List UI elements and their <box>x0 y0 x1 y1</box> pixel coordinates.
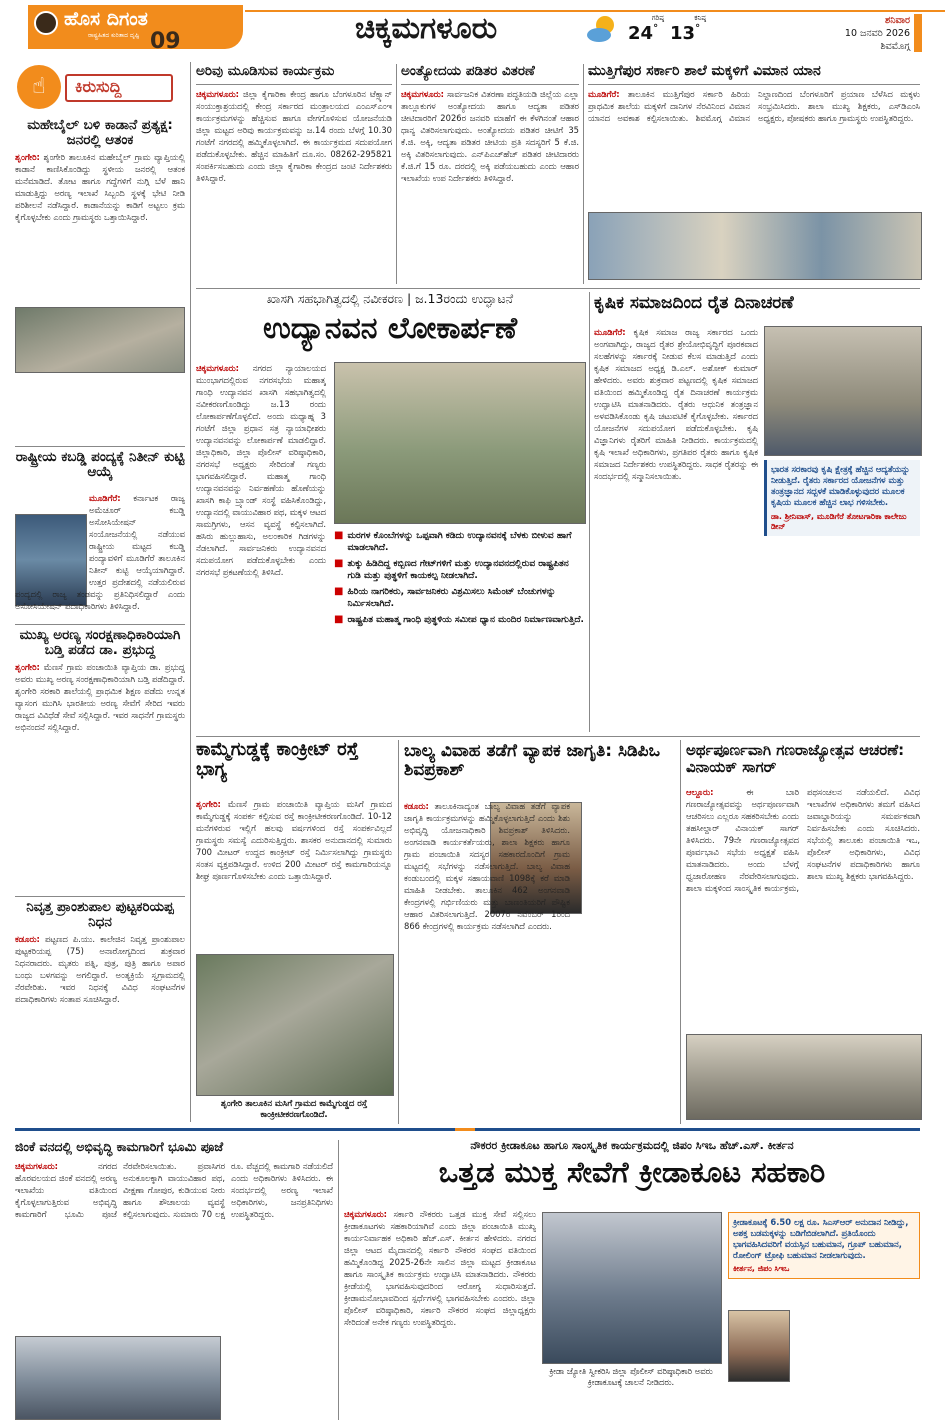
masthead-accent-bar <box>914 14 922 52</box>
article-headline: ಜಿಂಕೆ ವನದಲ್ಲಿ ಅಭಿವೃದ್ಧಿ ಕಾಮಗಾರಿಗೆ ಭೂಮಿ ಪೂಜೆ <box>15 1139 224 1154</box>
article-kicker: ನೌಕರರ ಕ್ರೀಡಾಕೂಟ ಹಾಗೂ ಸಾಂಸ್ಕೃತಿಕ ಕಾರ್ಯಕ್ರಮದಲ್ಲಿ ಜಿಪಂ ಸಿಇಒ ಹೆಚ್.ಎಸ್. ಕೀರ್ತನ <box>470 1139 794 1152</box>
bhoomi-pooja-photo <box>15 1336 221 1420</box>
weather-max: ಗರಿಷ್ಠ 24° <box>628 14 664 44</box>
weather-icon <box>585 14 619 44</box>
masthead-rule <box>245 10 945 12</box>
elephant-photo <box>15 307 185 373</box>
weather-max-label: ಗರಿಷ್ಠ <box>651 14 664 22</box>
logo-text: ಹೊಸ ದಿಗಂತ <box>64 8 148 30</box>
weather-max-value: 24 <box>628 23 654 44</box>
brief-headline: ನಿವೃತ್ತ ಪ್ರಾಂಶುಪಾಲ ಪುಟ್ಟಕರಿಯಪ್ಪ ನಿಧನ <box>26 899 174 931</box>
article-body: ಮೆಣಸೆ ಗ್ರಾಮ ಪಂಚಾಯಿತಿ ವ್ಯಾಪ್ತಿಯ ಮಸಿಗೆ ಗ್ರಾಮದ ಕಾಮ್ಮೆಗುಡ್ಡಕ್ಕೆ ಸಂಪರ್ಕ ಕಲ್ಪಿಸುವ ರಸ್ತೆ ಕಾಂಕ್ರೀಟೀಕರಣಗೊಂಡಿದೆ. 10-12 ಮನೆಗಳಿರುವ ಇಲ್ಲಿಗೆ ಹಲವು ವರ್ಷಗಳಿಂದ ರಸ್ತೆ ಸಂಪರ್ಕವಿಲ್ಲದೆ ಗ್ರಾಮಸ್ಥರು ಸಮಸ್ಯೆ ಎದುರಿಸುತ್ತಿದ್ದರು. ಶಾಸಕರ ಅನುದಾನದಲ್ಲಿ ಸುಮಾರು 700 ಮೀಟರ್ ಉದ್ದದ ಕಾಂಕ್ರೀಟ್ ರಸ್ತೆ ನಿರ್ಮಿಸಲಾಗಿದ್ದು ಗ್ರಾಮಸ್ಥರು ಸಂತಸ ವ್ಯಕ್ತಪಡಿಸಿದ್ದಾರೆ. ಉಳಿದ 200 ಮೀಟರ್ ರಸ್ತೆ ಕಾಮಗಾರಿಯನ್ನೂ ಶೀಘ್ರ ಪೂರ್ಣಗೊಳಿಸಬೇಕು ಎಂದು ಒತ್ತಾಯಿಸಿದ್ದಾರೆ. <box>196 799 392 881</box>
quote-text: ಕ್ರೀಡಾಕೂಟಕ್ಕೆ 6.50 ಲಕ್ಷ ರೂ. ಸಿಎಸ್‌ಆರ್ ಅನುದಾನ ನೀಡಿದ್ದು, ಅಶಕ್ತ ಬಡಮಕ್ಕಳನ್ನು ಬಡಿಗೆಬಿಡಲಾಗಿದೆ. ಪ್ರತಿಯೊಂದು ಭಾಗವಹಿಸಿದವರಿಗೆ ವಯಸ್ಸಿನ ಬಹುಮಾನ, ಗ್ರೂಪ್ ಬಹುಮಾನ, ರೋಲಿಂಗ್ ಟ್ರೋಫಿ ಬಹುಮಾನ ನೀಡಲಾಗುವುದು. <box>733 1217 909 1260</box>
article-body: ನಗರದ ಹೊರವಲಯದ ಜಿಂಕೆ ವನದಲ್ಲಿ ಅರಣ್ಯ ಇಲಾಖೆಯ ವತಿಯಿಂದ ಕೈಗೊಳ್ಳಲಾಗುತ್ತಿರುವ ಅಭಿವೃದ್ಧಿ ಕಾಮಗಾರಿಗೆ ಭೂಮಿ ಪೂಜೆ ನೆರವೇರಿಸಲಾಯಿತು. ಪ್ರವಾಸಿಗರ ಅನುಕೂಲಕ್ಕಾಗಿ ವಾಯುವಿಹಾರ ಪಥ, ವೀಕ್ಷಣಾ ಗೋಪುರ, ಕುಡಿಯುವ ನೀರು ಹಾಗೂ ಶೌಚಾಲಯ ವ್ಯವಸ್ಥೆ ಕಲ್ಪಿಸಲಾಗುವುದು. ಸುಮಾರು 70 ಲಕ್ಷ ರೂ. ವೆಚ್ಚದಲ್ಲಿ ಕಾಮಗಾರಿ ನಡೆಯಲಿದೆ ಎಂದು ಅಧಿಕಾರಿಗಳು ತಿಳಿಸಿದರು. ಈ ಸಂದರ್ಭದಲ್ಲಿ ಅರಣ್ಯ ಇಲಾಖೆ ಅಧಿಕಾರಿಗಳು, ಜನಪ್ರತಿನಿಧಿಗಳು ಉಪಸ್ಥಿತರಿದ್ದರು. <box>15 1161 333 1219</box>
weather-min-label: ಕನಿಷ್ಠ <box>694 14 706 22</box>
article-kicker: ಖಾಸಗಿ ಸಹಭಾಗಿತ್ವದಲ್ಲಿ ನವೀಕರಣ | ಜ.13ರಂದು ಉದ್ಘಾಟನೆ <box>266 291 514 306</box>
article-headline: ಕೃಷಿಕ ಸಮಾಜದಿಂದ ರೈತ ದಿನಾಚರಣೆ <box>594 293 794 313</box>
date-label: 10 ಜನವರಿ 2026 <box>844 28 910 39</box>
article-body: ಕೃಷಿಕ ಸಮಾಜ ರಾಜ್ಯ ಸರ್ಕಾರದ ಒಂದು ಅಂಗವಾಗಿದ್ದು, ರಾಜ್ಯದ ರೈತರ ಶ್ರೇಯೋಭಿವೃದ್ಧಿಗೆ ಪೂರಕವಾದ ಸಲಹೆಗಳನ್ನು ಸರ್ಕಾರಕ್ಕೆ ನೀಡುವ ಕೆಲಸ ಮಾಡುತ್ತಿದೆ ಎಂದು ಕೃಷಿಕ ಸಮಾಜದ ಅಧ್ಯಕ್ಷ ಡಿ.ಎಲ್. ಅಶೋಕ್ ಕುಮಾರ್ ಹೇಳಿದರು. ಅವರು ಶುಕ್ರವಾರ ಪಟ್ಟಣದಲ್ಲಿ ಕೃಷಿಕ ಸಮಾಜದ ವತಿಯಿಂದ ಹಮ್ಮಿಕೊಂಡಿದ್ದ ರೈತ ದಿನಾಚರಣೆ ಕಾರ್ಯಕ್ರಮ ಉದ್ಘಾಟಿಸಿ ಮಾತನಾಡಿದರು. ರೈತರು ಆಧುನಿಕ ತಂತ್ರಜ್ಞಾನ ಅಳವಡಿಸಿಕೊಂಡು ಕೃಷಿ ಚಟುವಟಿಕೆ ಕೈಗೊಳ್ಳಬೇಕು. ಸರ್ಕಾರದ ಯೋಜನೆಗಳ ಸದುಪಯೋಗ ಪಡೆದುಕೊಳ್ಳಬೇಕು. ಕೃಷಿ ವಿಜ್ಞಾನಿಗಳು ರೈತರಿಗೆ ಮಾಹಿತಿ ನೀಡಿದರು. ಕಾರ್ಯಕ್ರಮದಲ್ಲಿ ಕೃಷಿ ಇಲಾಖೆ ಅಧಿಕಾರಿಗಳು, ಪ್ರಗತಿಪರ ರೈತರು ಹಾಗೂ ಕೃಷಿಕ ಸಮಾಜದ ನಿರ್ದೇಶಕರು ಉಪಸ್ಥಿತರಿದ್ದರು. ಸಾಧಕ ರೈತರನ್ನು ಈ ಸಂದರ್ಭದಲ್ಲಿ ಸನ್ಮಾನಿಸಲಾಯಿತು. <box>594 327 758 481</box>
section-title: ಚಿಕ್ಕಮಗಳೂರು <box>355 11 498 46</box>
photo-caption: ಕ್ರೀಡಾ ಜ್ಯೋತಿ ಸ್ವೀಕರಿಸಿ ಜಿಲ್ಲಾ ಪೊಲೀಸ್ ವರಿಷ್ಠಾಧಿಕಾರಿ ಅವರು ಕ್ರೀಡಾಕೂಟಕ್ಕೆ ಚಾಲನೆ ನೀಡಿದರು. <box>549 1366 713 1387</box>
page-number: 09 <box>150 29 181 54</box>
article-body: ತಾಲೂಕಿನಾದ್ಯಂತ ಬಾಲ್ಯ ವಿವಾಹ ತಡೆಗೆ ವ್ಯಾಪಕ ಜಾಗೃತಿ ಕಾರ್ಯಕ್ರಮಗಳನ್ನು ಹಮ್ಮಿಕೊಳ್ಳಲಾಗುತ್ತಿದೆ ಎಂದು ಶಿಶು ಅಭಿವೃದ್ಧಿ ಯೋಜನಾಧಿಕಾರಿ ಶಿವಪ್ರಕಾಶ್ ತಿಳಿಸಿದರು. ಅಂಗನವಾಡಿ ಕಾರ್ಯಕರ್ತೆಯರು, ಶಾಲಾ ಶಿಕ್ಷಕರು ಹಾಗೂ ಗ್ರಾಮ ಪಂಚಾಯಿತಿ ಸದಸ್ಯರ ಸಹಕಾರದೊಂದಿಗೆ ಗ್ರಾಮ ಮಟ್ಟದಲ್ಲಿ ಸಭೆಗಳನ್ನು ನಡೆಸಲಾಗುತ್ತಿದೆ. ಬಾಲ್ಯ ವಿವಾಹ ಕಂಡುಬಂದಲ್ಲಿ ಮಕ್ಕಳ ಸಹಾಯವಾಣಿ 1098ಕ್ಕೆ ಕರೆ ಮಾಡಿ ಮಾಹಿತಿ ನೀಡಬೇಕು. ತಾಲೂಕಿನ 462 ಅಂಗನವಾಡಿ ಕೇಂದ್ರಗಳಲ್ಲಿ ಗರ್ಭಿಣಿಯರು ಮತ್ತು ಬಾಣಂತಿಯರಿಗೆ ಪೌಷ್ಟಿಕ ಆಹಾರ ವಿತರಿಸಲಾಗುತ್ತಿದೆ. 2007ರ ನವೆಂಬರ್ 1ರಿಂದ 866 ಕೇಂದ್ರಗಳಲ್ಲಿ ಕಾರ್ಯಕ್ರಮ ನಡೆಸಲಾಗಿದೆ ಎಂದರು. <box>404 801 570 931</box>
article-headline: ಕಾಮ್ಮೆಗುಡ್ಡಕ್ಕೆ ಕಾಂಕ್ರೀಟ್ ರಸ್ತೆ ಭಾಗ್ಯ <box>196 739 359 781</box>
raitha-quote-box <box>764 460 920 536</box>
weather-min: ಕನಿಷ್ಠ 13° <box>670 14 706 44</box>
meeting-photo <box>686 1034 922 1120</box>
hand-icon: ☝ <box>17 65 61 109</box>
article-body: ತಾಲೂಕಿನ ಮುತ್ತಿಗೆಪುರ ಸರ್ಕಾರಿ ಹಿರಿಯ ಪ್ರಾಥಮಿಕ ಶಾಲೆಯ ಮಕ್ಕಳಿಗೆ ದಾನಿಗಳ ನೆರವಿನಿಂದ ವಿಮಾನ ಯಾನದ ಅವಕಾಶ ಕಲ್ಪಿಸಲಾಯಿತು. ಶಿವಮೊಗ್ಗ ವಿಮಾನ ನಿಲ್ದಾಣದಿಂದ ಬೆಂಗಳೂರಿಗೆ ಪ್ರಯಾಣ ಬೆಳೆಸಿದ ಮಕ್ಕಳು ಸಂಭ್ರಮಿಸಿದರು. ಶಾಲಾ ಮುಖ್ಯ ಶಿಕ್ಷಕರು, ಎಸ್‌ಡಿಎಂಸಿ ಅಧ್ಯಕ್ಷರು, ಪೋಷಕರು ಹಾಗೂ ಗ್ರಾಮಸ್ಥರು ಉಪಸ್ಥಿತರಿದ್ದರು. <box>588 89 920 123</box>
article-body: ಈ ಬಾರಿ ಗಣರಾಜ್ಯೋತ್ಸವವನ್ನು ಅರ್ಥಪೂರ್ಣವಾಗಿ ಆಚರಿಸಲು ಎಲ್ಲರೂ ಸಹಕರಿಸಬೇಕು ಎಂದು ತಹಸೀಲ್ದಾರ್ ವಿನಾಯಕ್ ಸಾಗರ್ ತಿಳಿಸಿದರು. 79ನೇ ಗಣರಾಜ್ಯೋತ್ಸವದ ಪೂರ್ವಭಾವಿ ಸಭೆಯ ಅಧ್ಯಕ್ಷತೆ ವಹಿಸಿ ಮಾತನಾಡಿದರು. ಅಂದು ಬೆಳಗ್ಗೆ ಧ್ವಜಾರೋಹಣ ನೆರವೇರಿಸಲಾಗುವುದು. ಶಾಲಾ ಮಕ್ಕಳಿಂದ ಸಾಂಸ್ಕೃತಿಕ ಕಾರ್ಯಕ್ರಮ, ಪಥಸಂಚಲನ ನಡೆಯಲಿದೆ. ವಿವಿಧ ಇಲಾಖೆಗಳ ಅಧಿಕಾರಿಗಳು ತಮಗೆ ವಹಿಸಿದ ಜವಾಬ್ದಾರಿಯನ್ನು ಸಮರ್ಪಕವಾಗಿ ನಿರ್ವಹಿಸಬೇಕು ಎಂದು ಸೂಚಿಸಿದರು. ಸಭೆಯಲ್ಲಿ ತಾಲೂಕು ಪಂಚಾಯಿತಿ ಇಒ, ಪೊಲೀಸ್ ಅಧಿಕಾರಿಗಳು, ವಿವಿಧ ಸಂಘಟನೆಗಳ ಪದಾಧಿಕಾರಿಗಳು ಹಾಗೂ ಶಾಲಾ ಮುಖ್ಯ ಶಿಕ್ಷಕರು ಭಾಗವಹಿಸಿದ್ದರು. <box>686 787 920 893</box>
article-jinke: ಜಿಂಕೆ ವನದಲ್ಲಿ ಅಭಿವೃದ್ಧಿ ಕಾಮಗಾರಿಗೆ ಭೂಮಿ ಪೂಜೆ ಚಿಕ್ಕಮಗಳೂರು: ನಗರದ ಹೊರವಲಯದ ಜಿಂಕೆ ವನದಲ್ಲಿ ಅರಣ್ಯ ಇಲಾಖೆಯ ವತಿಯಿಂದ ಕೈಗೊಳ್ಳಲಾಗುತ್ತಿರುವ ಅಭಿವೃದ್ಧಿ ಕಾಮಗಾರಿಗೆ ಭೂಮಿ ಪೂಜೆ ನೆರವೇರಿಸಲಾಯಿತು. ಪ್ರವಾಸಿಗರ ಅನುಕೂಲಕ್ಕಾಗಿ ವಾಯುವಿಹಾರ ಪಥ, ವೀಕ್ಷಣಾ ಗೋಪುರ, ಕುಡಿಯುವ ನೀರು ಹಾಗೂ ಶೌಚಾಲಯ ವ್ಯವಸ್ಥೆ ಕಲ್ಪಿಸಲಾಗುವುದು. ಸುಮಾರು 70 ಲಕ್ಷ ರೂ. ವೆಚ್ಚದಲ್ಲಿ ಕಾಮಗಾರಿ ನಡೆಯಲಿದೆ ಎಂದು ಅಧಿಕಾರಿಗಳು ತಿಳಿಸಿದರು. ಈ ಸಂದರ್ಭದಲ್ಲಿ ಅರಣ್ಯ ಇಲಾಖೆ ಅಧಿಕಾರಿಗಳು, ಜನಪ್ರತಿನಿಧಿಗಳು ಉಪಸ್ಥಿತರಿದ್ದರು. <box>15 1140 333 1420</box>
weather-min-value: 13 <box>670 23 696 44</box>
article-headline: ಒತ್ತಡ ಮುಕ್ತ ಸೇವೆಗೆ ಕ್ರೀಡಾಕೂಟ ಸಹಕಾರಿ <box>438 1155 826 1190</box>
article-headline: ಮುತ್ತಿಗೆಪುರ ಸರ್ಕಾರಿ ಶಾಲೆ ಮಕ್ಕಳಿಗೆ ವಿಮಾನ ಯಾನ <box>588 63 821 79</box>
edition-label: ಶಿವಮೊಗ್ಗ <box>880 41 910 52</box>
ceo-quote-box <box>728 1212 920 1279</box>
brief-body: ಶೃಂಗೇರಿ ತಾಲೂಕಿನ ಮಹೇಬೈಲ್ ಗ್ರಾಮ ವ್ಯಾಪ್ತಿಯಲ್ಲಿ ಕಾಡಾನೆ ಕಾಣಿಸಿಕೊಂಡಿದ್ದು ಸ್ಥಳೀಯ ಜನರಲ್ಲಿ ಆತಂಕ ಮನೆಮಾಡಿದೆ. ತೋಟ ಹಾಗೂ ಗದ್ದೆಗಳಿಗೆ ನುಗ್ಗಿ ಬೆಳೆ ಹಾನಿ ಮಾಡುತ್ತಿದ್ದು ಅರಣ್ಯ ಇಲಾಖೆ ಸಿಬ್ಬಂದಿ ಸ್ಥಳಕ್ಕೆ ಭೇಟಿ ನೀಡಿ ಪರಿಶೀಲನೆ ನಡೆಸಿದ್ದಾರೆ. ಕಾಡಾನೆಯನ್ನು ಕಾಡಿಗೆ ಅಟ್ಟಲು ಕ್ರಮ ಕೈಗೊಳ್ಳಬೇಕು ಎಂದು ಗ್ರಾಮಸ್ಥರು ಒತ್ತಾಯಿಸಿದ್ದಾರೆ. <box>15 152 185 223</box>
brief-item-3: ಮುಖ್ಯ ಅರಣ್ಯ ಸಂರಕ್ಷಣಾಧಿಕಾರಿಯಾಗಿ ಬಡ್ತಿ ಪಡೆದ ಡಾ. ಪ್ರಭುದ್ದ ಶೃಂಗೇರಿ: ಮೆಣಸೆ ಗ್ರಾಮ ಪಂಚಾಯಿತಿ ವ್ಯಾಪ್ತಿಯ ಡಾ. ಪ್ರಭುದ್ದ ಅವರು ಮುಖ್ಯ ಅರಣ್ಯ ಸಂರಕ್ಷಣಾಧಿಕಾರಿಯಾಗಿ ಬಡ್ತಿ ಪಡೆದಿದ್ದಾರೆ. ಶೃಂಗೇರಿ ಸರಕಾರಿ ಶಾಲೆಯಲ್ಲಿ ಪ್ರಾಥಮಿಕ ಶಿಕ್ಷಣ ಪಡೆದು ಉನ್ನತ ವ್ಯಾಸಂಗ ಮುಗಿಸಿ ಭಾರತೀಯ ಅರಣ್ಯ ಸೇವೆಗೆ ಸೇರಿದ ಇವರು ರಾಜ್ಯದ ವಿವಿಧೆಡೆ ಸೇವೆ ಸಲ್ಲಿಸಿದ್ದಾರೆ. ಇವರ ಸಾಧನೆಗೆ ಗ್ರಾಮಸ್ಥರು ಅಭಿನಂದನೆ ಸಲ್ಲಿಸಿದ್ದಾರೆ. <box>15 627 185 733</box>
article-body: ನಗರದ ನ್ಯಾಯಾಲಯದ ಮುಂಭಾಗದಲ್ಲಿರುವ ನಗರಸಭೆಯ ಮಹಾತ್ಮ ಗಾಂಧಿ ಉದ್ಯಾನವನ ಖಾಸಗಿ ಸಹಭಾಗಿತ್ವದಲ್ಲಿ ನವೀಕರಣಗೊಂಡಿದ್ದು ಜ.13 ರಂದು ಲೋಕಾರ್ಪಣೆಗೊಳ್ಳಲಿದೆ. ಅಂದು ಮಧ್ಯಾಹ್ನ 3 ಗಂಟೆಗೆ ಜಿಲ್ಲಾ ಪ್ರಧಾನ ಸತ್ರ ನ್ಯಾಯಾಧೀಶರು ಉದ್ಯಾನವನವನ್ನು ಲೋಕಾರ್ಪಣೆ ಮಾಡಲಿದ್ದಾರೆ. ಜಿಲ್ಲಾಧಿಕಾರಿ, ಜಿಲ್ಲಾ ಪೊಲೀಸ್ ವರಿಷ್ಠಾಧಿಕಾರಿ, ನಗರಸಭೆ ಅಧ್ಯಕ್ಷರು ಸೇರಿದಂತೆ ಗಣ್ಯರು ಭಾಗವಹಿಸಲಿದ್ದಾರೆ. ಮಹಾತ್ಮ ಗಾಂಧಿ ಉದ್ಯಾನವನವನ್ನು ನಿರ್ವಹಣೆಯ ಹೊಣೆಯನ್ನು ಖಾಸಗಿ ಕಾಫಿ ಬ್ರ್ಯಾಂಡ್ ಸಂಸ್ಥೆ ವಹಿಸಿಕೊಂಡಿದ್ದು, ಉದ್ಯಾನದಲ್ಲಿ ವಾಯುವಿಹಾರ ಪಥ, ಮಕ್ಕಳ ಆಟದ ಸಾಮಗ್ರಿಗಳು, ಆಸನ ವ್ಯವಸ್ಥೆ ಕಲ್ಪಿಸಲಾಗಿದೆ. ಹಸಿರು ಹುಲ್ಲುಹಾಸು, ಅಲಂಕಾರಿಕ ಗಿಡಗಳನ್ನು ನೆಡಲಾಗಿದೆ. ಸಾರ್ವಜನಿಕರು ಉದ್ಯಾನವನದ ಸದುಪಯೋಗ ಪಡೆದುಕೊಳ್ಳಬೇಕು ಎಂದು ನಗರಸಭೆ ಪ್ರಕಟಣೆಯಲ್ಲಿ ತಿಳಿಸಿದೆ. <box>196 363 326 577</box>
article-headline: ಉದ್ಯಾನವನ ಲೋಕಾರ್ಪಣೆ <box>262 311 518 346</box>
article-body: ಸಾರ್ವಜನಿಕ ವಿತರಣಾ ಪದ್ಧತಿಯಡಿ ಜಿಲ್ಲೆಯ ಎಲ್ಲಾ ತಾಲ್ಲೂಕುಗಳ ಅಂತ್ಯೋದಯ ಹಾಗೂ ಆದ್ಯತಾ ಪಡಿತರ ಚೀಟಿದಾರರಿಗೆ 2026ರ ಜನವರಿ ಮಾಹೆಗೆ ಈ ಕೆಳಗಿನಂತೆ ಆಹಾರ ಧಾನ್ಯ ವಿತರಿಸಲಾಗುವುದು. ಅಂತ್ಯೋದಯ ಪಡಿತರ ಚೀಟಿಗೆ 35 ಕೆ.ಜಿ. ಅಕ್ಕಿ, ಆದ್ಯತಾ ಪಡಿತರ ಚೀಟಿಯ ಪ್ರತಿ ಸದಸ್ಯರಿಗೆ 5 ಕೆ.ಜಿ. ಅಕ್ಕಿ ವಿತರಿಸಲಾಗುವುದು. ಎನ್‌ಪಿಎಚ್‌ಹೆಚ್ ಪಡಿತರ ಚೀಟಿದಾರರು ಕೆ.ಜಿ.ಗೆ 15 ರೂ. ದರದಲ್ಲಿ ಅಕ್ಕಿ ಪಡೆಯಬಹುದು ಎಂದು ಆಹಾರ ಇಲಾಖೆಯ ಉಪ ನಿರ್ದೇಶಕರು ತಿಳಿಸಿದ್ದಾರೆ. <box>401 89 579 183</box>
day-label: ಶನಿವಾರ <box>885 15 910 26</box>
article-headline: ಅಂತ್ಯೋದಯ ಪಡಿತರ ವಿತರಣೆ <box>401 63 535 79</box>
dateline-block <box>790 14 910 53</box>
logo-tagline: ರಾಷ್ಟ್ರಹಿತದ ಕುರಿತಾದ ದೃಷ್ಟಿ <box>88 32 140 39</box>
sports-torch-photo <box>542 1212 722 1364</box>
brief-headline: ಮುಖ್ಯ ಅರಣ್ಯ ಸಂರಕ್ಷಣಾಧಿಕಾರಿಯಾಗಿ ಬಡ್ತಿ ಪಡೆದ ಡಾ. ಪ್ರಭುದ್ದ <box>19 627 181 659</box>
bottom-band <box>15 1128 920 1134</box>
brief-item-1: ಮಹೇಬೈಲ್ ಬಳಿ ಕಾಡಾನೆ ಪ್ರತ್ಯಕ್ಷ: ಜನರಲ್ಲಿ ಆತಂಕ ಶೃಂಗೇರಿ: ಶೃಂಗೇರಿ ತಾಲೂಕಿನ ಮಹೇಬೈಲ್ ಗ್ರಾಮ ವ್ಯಾಪ್ತಿಯಲ್ಲಿ ಕಾಡಾನೆ ಕಾಣಿಸಿಕೊಂಡಿದ್ದು ಸ್ಥಳೀಯ ಜನರಲ್ಲಿ ಆತಂಕ ಮನೆಮಾಡಿದೆ. ತೋಟ ಹಾಗೂ ಗದ್ದೆಗಳಿಗೆ ನುಗ್ಗಿ ಬೆಳೆ ಹಾನಿ ಮಾಡುತ್ತಿದ್ದು ಅರಣ್ಯ ಇಲಾಖೆ ಸಿಬ್ಬಂದಿ ಸ್ಥಳಕ್ಕೆ ಭೇಟಿ ನೀಡಿ ಪರಿಶೀಲನೆ ನಡೆಸಿದ್ದಾರೆ. ಕಾಡಾನೆಯನ್ನು ಕಾಡಿಗೆ ಅಟ್ಟಲು ಕ್ರಮ ಕೈಗೊಳ್ಳಬೇಕು ಎಂದು ಗ್ರಾಮಸ್ಥರು ಒತ್ತಾಯಿಸಿದ್ದಾರೆ. <box>15 118 185 373</box>
park-photo <box>334 362 586 524</box>
bullet-text: ಮರಗಳ ಕೊಂಬೆಗಳನ್ನು ಒಪ್ಪವಾಗಿ ಕಡಿದು ಉದ್ಯಾನವನಕ್ಕೆ ಬೆಳಕು ಬೀಳುವ ಹಾಗೆ ಮಾಡಲಾಗಿದೆ. <box>347 531 572 553</box>
article-headline: ಬಾಲ್ಯ ವಿವಾಹ ತಡೆಗೆ ವ್ಯಾಪಕ ಜಾಗೃತಿ: ಸಿಡಿಪಿಒ ಶಿವಪ್ರಕಾಶ್ <box>404 741 660 781</box>
kirusuddi-logo <box>15 62 185 114</box>
kirusuddi-title: ಕಿರುಸುದ್ದಿ <box>75 77 122 96</box>
brief-headline: ಮಹೇಬೈಲ್ ಬಳಿ ಕಾಡಾನೆ ಪ್ರತ್ಯಕ್ಷ: ಜನರಲ್ಲಿ ಆತಂಕ <box>27 117 173 149</box>
masthead <box>0 0 945 58</box>
article-raitha: ಕೃಷಿಕ ಸಮಾಜದಿಂದ ರೈತ ದಿನಾಚರಣೆ ಮೂಡಿಗೆರೆ: ಕೃಷಿಕ ಸಮಾಜ ರಾಜ್ಯ ಸರ್ಕಾರದ ಒಂದು ಅಂಗವಾಗಿದ್ದು, ರಾಜ್ಯದ ರೈತರ ಶ್ರೇಯೋಭಿವೃದ್ಧಿಗೆ ಪೂರಕವಾದ ಸಲಹೆಗಳನ್ನು ಸರ್ಕಾರಕ್ಕೆ ನೀಡುವ ಕೆಲಸ ಮಾಡುತ್ತಿದೆ ಎಂದು ಕೃಷಿಕ ಸಮಾಜದ ಅಧ್ಯಕ್ಷ ಡಿ.ಎಲ್. ಅಶೋಕ್ ಕುಮಾರ್ ಹೇಳಿದರು. ಅವರು ಶುಕ್ರವಾರ ಪಟ್ಟಣದಲ್ಲಿ ಕೃಷಿಕ ಸಮಾಜದ ವತಿಯಿಂದ ಹಮ್ಮಿಕೊಂಡಿದ್ದ ರೈತ ದಿನಾಚರಣೆ ಕಾರ್ಯಕ್ರಮ ಉದ್ಘಾಟಿಸಿ ಮಾತನಾಡಿದರು. ರೈತರು ಆಧುನಿಕ ತಂತ್ರಜ್ಞಾನ ಅಳವಡಿಸಿಕೊಂಡು ಕೃಷಿ ಚಟುವಟಿಕೆ ಕೈಗೊಳ್ಳಬೇಕು. ಸರ್ಕಾರದ ಯೋಜನೆಗಳ ಸದುಪಯೋಗ ಪಡೆದುಕೊಳ್ಳಬೇಕು. ಕೃಷಿ ವಿಜ್ಞಾನಿಗಳು ರೈತರಿಗೆ ಮಾಹಿತಿ ನೀಡಿದರು. ಕಾರ್ಯಕ್ರಮದಲ್ಲಿ ಕೃಷಿ ಇಲಾಖೆ ಅಧಿಕಾರಿಗಳು, ಪ್ರಗತಿಪರ ರೈತರು ಹಾಗೂ ಕೃಷಿಕ ಸಮಾಜದ ನಿರ್ದೇಶಕರು ಉಪಸ್ಥಿತರಿದ್ದರು. ಸಾಧಕ ರೈತರನ್ನು ಈ ಸಂದರ್ಭದಲ್ಲಿ ಸನ್ಮಾನಿಸಲಾಯಿತು. ಭಾರತ ಸರಕಾರವು ಕೃಷಿ ಕ್ಷೇತ್ರಕ್ಕೆ ಹೆಚ್ಚಿನ ಆದ್ಯತೆಯನ್ನು ನೀಡುತ್ತಿದೆ. ರೈತರು ಸರ್ಕಾರದ ಯೋಜನೆಗಳ ಮತ್ತು ತಂತ್ರಜ್ಞಾನದ ಸದ್ಬಳಕೆ ಮಾಡಿಕೊಳ್ಳುವುದರ ಮೂಲಕ ಕೃಷಿಯ ಮೂಲಕ ಹೆಚ್ಚಿನ ಲಾಭ ಗಳಿಸಬೇಕು. ಡಾ. ಶ್ರೀನಿವಾಸ್, ಮೂಡಿಗೆರೆ ತೋಟಗಾರಿಕಾ ಕಾಲೇಜು ಡೀನ್ <box>594 294 920 734</box>
article-headline: ಅರಿವು ಮೂಡಿಸುವ ಕಾರ್ಯಕ್ರಮ <box>196 63 335 79</box>
article-kreedakoota: ನೌಕರರ ಕ್ರೀಡಾಕೂಟ ಹಾಗೂ ಸಾಂಸ್ಕೃತಿಕ ಕಾರ್ಯಕ್ರಮದಲ್ಲಿ ಜಿಪಂ ಸಿಇಒ ಹೆಚ್.ಎಸ್. ಕೀರ್ತನ ಒತ್ತಡ ಮುಕ್ತ ಸೇವೆಗೆ ಕ್ರೀಡಾಕೂಟ ಸಹಕಾರಿ ಚಿಕ್ಕಮಗಳೂರು: ಸರ್ಕಾರಿ ನೌಕರರು ಒತ್ತಡ ಮುಕ್ತ ಸೇವೆ ಸಲ್ಲಿಸಲು ಕ್ರೀಡಾಕೂಟಗಳು ಸಹಕಾರಿಯಾಗಿವೆ ಎಂದು ಜಿಲ್ಲಾ ಪಂಚಾಯಿತಿ ಮುಖ್ಯ ಕಾರ್ಯನಿರ್ವಾಹಕ ಅಧಿಕಾರಿ ಹೆಚ್.ಎಸ್. ಕೀರ್ತನ ಹೇಳಿದರು. ನಗರದ ಜಿಲ್ಲಾ ಆಟದ ಮೈದಾನದಲ್ಲಿ ಸರ್ಕಾರಿ ನೌಕರರ ಸಂಘದ ವತಿಯಿಂದ ಹಮ್ಮಿಕೊಂಡಿದ್ದ 2025-26ನೇ ಸಾಲಿನ ಜಿಲ್ಲಾ ಮಟ್ಟದ ಕ್ರೀಡಾಕೂಟ ಹಾಗೂ ಸಾಂಸ್ಕೃತಿಕ ಕಾರ್ಯಕ್ರಮ ಉದ್ಘಾಟಿಸಿ ಮಾತನಾಡಿದರು. ನೌಕರರು ಕ್ರೀಡೆಯಲ್ಲಿ ಭಾಗವಹಿಸುವುದರಿಂದ ಆರೋಗ್ಯ ಸುಧಾರಿಸುತ್ತದೆ. ಕ್ರೀಡಾಮನೋಭಾವದಿಂದ ಸ್ಪರ್ಧೆಗಳಲ್ಲಿ ಭಾಗವಹಿಸಬೇಕು ಎಂದರು. ಜಿಲ್ಲಾ ಪೊಲೀಸ್ ವರಿಷ್ಠಾಧಿಕಾರಿ, ಸರ್ಕಾರಿ ನೌಕರರ ಸಂಘದ ಜಿಲ್ಲಾಧ್ಯಕ್ಷರು ಸೇರಿದಂತೆ ಅನೇಕ ಗಣ್ಯರು ಉಪಸ್ಥಿತರಿದ್ದರು. ಕ್ರೀಡಾ ಜ್ಯೋತಿ ಸ್ವೀಕರಿಸಿ ಜಿಲ್ಲಾ ಪೊಲೀಸ್ ವರಿಷ್ಠಾಧಿಕಾರಿ ಅವರು ಕ್ರೀಡಾಕೂಟಕ್ಕೆ ಚಾಲನೆ ನೀಡಿದರು. ಕ್ರೀಡಾಕೂಟಕ್ಕೆ 6.50 ಲಕ್ಷ ರೂ. ಸಿಎಸ್‌ಆರ್ ಅನುದಾನ ನೀಡಿದ್ದು, ಅಶಕ್ತ ಬಡಮಕ್ಕಳನ್ನು ಬಡಿಗೆಬಿಡಲಾಗಿದೆ. ಪ್ರತಿಯೊಂದು ಭಾಗವಹಿಸಿದವರಿಗೆ ವಯಸ್ಸಿನ ಬಹುಮಾನ, ಗ್ರೂಪ್ ಬಹುಮಾನ, ರೋಲಿಂಗ್ ಟ್ರೋಫಿ ಬಹುಮಾನ ನೀಡಲಾಗುವುದು. ಕೀರ್ತನ, ಜಿಪಂ ಸಿಇಒ <box>344 1140 920 1422</box>
quote-text: ಭಾರತ ಸರಕಾರವು ಕೃಷಿ ಕ್ಷೇತ್ರಕ್ಕೆ ಹೆಚ್ಚಿನ ಆದ್ಯತೆಯನ್ನು ನೀಡುತ್ತಿದೆ. ರೈತರು ಸರ್ಕಾರದ ಯೋಜನೆಗಳ ಮತ್ತು ತಂತ್ರಜ್ಞಾನದ ಸದ್ಬಳಕೆ ಮಾಡಿಕೊಳ್ಳುವುದರ ಮೂಲಕ ಕೃಷಿಯ ಮೂಲಕ ಹೆಚ್ಚಿನ ಲಾಭ ಗಳಿಸಬೇಕು. <box>771 464 910 507</box>
brief-body: ಮೆಣಸೆ ಗ್ರಾಮ ಪಂಚಾಯಿತಿ ವ್ಯಾಪ್ತಿಯ ಡಾ. ಪ್ರಭುದ್ದ ಅವರು ಮುಖ್ಯ ಅರಣ್ಯ ಸಂರಕ್ಷಣಾಧಿಕಾರಿಯಾಗಿ ಬಡ್ತಿ ಪಡೆದಿದ್ದಾರೆ. ಶೃಂಗೇರಿ ಸರಕಾರಿ ಶಾಲೆಯಲ್ಲಿ ಪ್ರಾಥಮಿಕ ಶಿಕ್ಷಣ ಪಡೆದು ಉನ್ನತ ವ್ಯಾಸಂಗ ಮುಗಿಸಿ ಭಾರತೀಯ ಅರಣ್ಯ ಸೇವೆಗೆ ಸೇರಿದ ಇವರು ರಾಜ್ಯದ ವಿವಿಧೆಡೆ ಸೇವೆ ಸಲ್ಲಿಸಿದ್ದಾರೆ. ಇವರ ಸಾಧನೆಗೆ ಗ್ರಾಮಸ್ಥರು ಅಭಿನಂದನೆ ಸಲ್ಲಿಸಿದ್ದಾರೆ. <box>15 662 185 733</box>
article-balya: ಬಾಲ್ಯ ವಿವಾಹ ತಡೆಗೆ ವ್ಯಾಪಕ ಜಾಗೃತಿ: ಸಿಡಿಪಿಒ ಶಿವಪ್ರಕಾಶ್ ಕಡೂರು: ತಾಲೂಕಿನಾದ್ಯಂತ ಬಾಲ್ಯ ವಿವಾಹ ತಡೆಗೆ ವ್ಯಾಪಕ ಜಾಗೃತಿ ಕಾರ್ಯಕ್ರಮಗಳನ್ನು ಹಮ್ಮಿಕೊಳ್ಳಲಾಗುತ್ತಿದೆ ಎಂದು ಶಿಶು ಅಭಿವೃದ್ಧಿ ಯೋಜನಾಧಿಕಾರಿ ಶಿವಪ್ರಕಾಶ್ ತಿಳಿಸಿದರು. ಅಂಗನವಾಡಿ ಕಾರ್ಯಕರ್ತೆಯರು, ಶಾಲಾ ಶಿಕ್ಷಕರು ಹಾಗೂ ಗ್ರಾಮ ಪಂಚಾಯಿತಿ ಸದಸ್ಯರ ಸಹಕಾರದೊಂದಿಗೆ ಗ್ರಾಮ ಮಟ್ಟದಲ್ಲಿ ಸಭೆಗಳನ್ನು ನಡೆಸಲಾಗುತ್ತಿದೆ. ಬಾಲ್ಯ ವಿವಾಹ ಕಂಡುಬಂದಲ್ಲಿ ಮಕ್ಕಳ ಸಹಾಯವಾಣಿ 1098ಕ್ಕೆ ಕರೆ ಮಾಡಿ ಮಾಹಿತಿ ನೀಡಬೇಕು. ತಾಲೂಕಿನ 462 ಅಂಗನವಾಡಿ ಕೇಂದ್ರಗಳಲ್ಲಿ ಗರ್ಭಿಣಿಯರು ಮತ್ತು ಬಾಣಂತಿಯರಿಗೆ ಪೌಷ್ಟಿಕ ಆಹಾರ ವಿತರಿಸಲಾಗುತ್ತಿದೆ. 2007ರ ನವೆಂಬರ್ 1ರಿಂದ 866 ಕೇಂದ್ರಗಳಲ್ಲಿ ಕಾರ್ಯಕ್ರಮ ನಡೆಸಲಾಗಿದೆ ಎಂದರು. <box>404 742 674 1124</box>
students-airport-photo <box>588 212 922 280</box>
bullet-text: ರಾಷ್ಟ್ರಪಿತ ಮಹಾತ್ಮ ಗಾಂಧಿ ಪುತ್ಥಳಿಯ ಸಮೀಪ ಧ್ಯಾನ ಮಂದಿರ ನಿರ್ಮಾಣವಾಗುತ್ತಿದೆ. <box>347 615 584 625</box>
article-headline: ಅರ್ಥಪೂರ್ಣವಾಗಿ ಗಣರಾಜ್ಯೋತ್ಸವ ಆಚರಣೆ: ವಿನಾಯಕ್ ಸಾಗರ್ <box>686 741 905 776</box>
kirusuddi-column <box>15 62 185 1142</box>
brief-item-4: ನಿವೃತ್ತ ಪ್ರಾಂಶುಪಾಲ ಪುಟ್ಟಕರಿಯಪ್ಪ ನಿಧನ ಕಡೂರು: ಪಟ್ಟಣದ ಪಿ.ಯು. ಕಾಲೇಜಿನ ನಿವೃತ್ತ ಪ್ರಾಂಶುಪಾಲ ಪುಟ್ಟಕರಿಯಪ್ಪ (75) ಅನಾರೋಗ್ಯದಿಂದ ಶುಕ್ರವಾರ ನಿಧನರಾದರು. ಮೃತರು ಪತ್ನಿ, ಪುತ್ರ, ಪುತ್ರಿ ಹಾಗೂ ಅಪಾರ ಬಂಧು ಬಳಗವನ್ನು ಅಗಲಿದ್ದಾರೆ. ಅಂತ್ಯಕ್ರಿಯೆ ಸ್ವಗ್ರಾಮದಲ್ಲಿ ನೆರವೇರಿತು. ಇವರ ನಿಧನಕ್ಕೆ ವಿವಿಧ ಸಂಘಟನೆಗಳ ಪದಾಧಿಕಾರಿಗಳು ಸಂತಾಪ ಸೂಚಿಸಿದ್ದಾರೆ. <box>15 899 185 1005</box>
bullet-text: ತುಕ್ಕು ಹಿಡಿದಿದ್ದ ಕಬ್ಬಿಣದ ಗೇಟ್‌ಗಳಿಗೆ ಮತ್ತು ಉದ್ಯಾನವನದಲ್ಲಿರುವ ರಾಷ್ಟ್ರಪಿತನ ಗುಡಿ ಮತ್ತು ಪುತ್ಥಳಿಗೆ ಕಾಯಕಲ್ಪ ನೀಡಲಾಗಿದೆ. <box>347 559 569 581</box>
article-body: ಜಿಲ್ಲಾ ಕೈಗಾರಿಕಾ ಕೇಂದ್ರ ಹಾಗೂ ಬೆಂಗಳೂರಿನ ಟೆಕ್ಸ್ಕಾನ್ ಸಂಯುಕ್ತಾಶ್ರಯದಲ್ಲಿ ಕೇಂದ್ರ ಸರ್ಕಾರದ ಮಂತ್ರಾಲಯದ ಎಂಎಸ್‌ಎಂಇ ಕಾರ್ಯಕ್ರಮಗಳನ್ನು ಹೆಚ್ಚಿಸುವ ಹಾಗೂ ವೇಗಗೊಳಿಸುವ ಯೋಜನೆಯಡಿ ಜಿಲ್ಲಾ ಮಟ್ಟದ ಅರಿವು ಕಾರ್ಯಕ್ರಮವನ್ನು ಜ.14 ರಂದು ಬೆಳಗ್ಗೆ 10.30 ಗಂಟೆಗೆ ನಗರದಲ್ಲಿ ಹಮ್ಮಿಕೊಳ್ಳಲಾಗಿದೆ. ಈ ಕಾರ್ಯಕ್ರಮದ ಸದುಪಯೋಗ ಪಡೆದುಕೊಳ್ಳಬೇಕು. ಹೆಚ್ಚಿನ ಮಾಹಿತಿಗೆ ದೂ.ಸಂ. 08262-295821 ಸಂಪರ್ಕಿಸಬಹುದು ಎಂದು ಜಿಲ್ಲಾ ಕೈಗಾರಿಕಾ ಕೇಂದ್ರದ ಜಂಟಿ ನಿರ್ದೇಶಕರು ತಿಳಿಸಿದ್ದಾರೆ. <box>196 89 392 183</box>
article-kammagudda: ಕಾಮ್ಮೆಗುಡ್ಡಕ್ಕೆ ಕಾಂಕ್ರೀಟ್ ರಸ್ತೆ ಭಾಗ್ಯ ಶೃಂಗೇರಿ: ಮೆಣಸೆ ಗ್ರಾಮ ಪಂಚಾಯಿತಿ ವ್ಯಾಪ್ತಿಯ ಮಸಿಗೆ ಗ್ರಾಮದ ಕಾಮ್ಮೆಗುಡ್ಡಕ್ಕೆ ಸಂಪರ್ಕ ಕಲ್ಪಿಸುವ ರಸ್ತೆ ಕಾಂಕ್ರೀಟೀಕರಣಗೊಂಡಿದೆ. 10-12 ಮನೆಗಳಿರುವ ಇಲ್ಲಿಗೆ ಹಲವು ವರ್ಷಗಳಿಂದ ರಸ್ತೆ ಸಂಪರ್ಕವಿಲ್ಲದೆ ಗ್ರಾಮಸ್ಥರು ಸಮಸ್ಯೆ ಎದುರಿಸುತ್ತಿದ್ದರು. ಶಾಸಕರ ಅನುದಾನದಲ್ಲಿ ಸುಮಾರು 700 ಮೀಟರ್ ಉದ್ದದ ಕಾಂಕ್ರೀಟ್ ರಸ್ತೆ ನಿರ್ಮಿಸಲಾಗಿದ್ದು ಗ್ರಾಮಸ್ಥರು ಸಂತಸ ವ್ಯಕ್ತಪಡಿಸಿದ್ದಾರೆ. ಉಳಿದ 200 ಮೀಟರ್ ರಸ್ತೆ ಕಾಮಗಾರಿಯನ್ನೂ ಶೀಘ್ರ ಪೂರ್ಣಗೊಳಿಸಬೇಕು ಎಂದು ಒತ್ತಾಯಿಸಿದ್ದಾರೆ. ಶೃಂಗೇರಿ ತಾಲೂಕಿನ ಮಸಿಗೆ ಗ್ರಾಮದ ಕಾಮ್ಮೆಗುಡ್ಡದ ರಸ್ತೆ ಕಾಂಕ್ರೀಟೀಕರಣಗೊಂಡಿದೆ. <box>196 739 392 1119</box>
article-udyana: ಖಾಸಗಿ ಸಹಭಾಗಿತ್ವದಲ್ಲಿ ನವೀಕರಣ | ಜ.13ರಂದು ಉದ್ಘಾಟನೆ ಉದ್ಯಾನವನ ಲೋಕಾರ್ಪಣೆ ಚಿಕ್ಕಮಗಳೂರು: ನಗರದ ನ್ಯಾಯಾಲಯದ ಮುಂಭಾಗದಲ್ಲಿರುವ ನಗರಸಭೆಯ ಮಹಾತ್ಮ ಗಾಂಧಿ ಉದ್ಯಾನವನ ಖಾಸಗಿ ಸಹಭಾಗಿತ್ವದಲ್ಲಿ ನವೀಕರಣಗೊಂಡಿದ್ದು ಜ.13 ರಂದು ಲೋಕಾರ್ಪಣೆಗೊಳ್ಳಲಿದೆ. ಅಂದು ಮಧ್ಯಾಹ್ನ 3 ಗಂಟೆಗೆ ಜಿಲ್ಲಾ ಪ್ರಧಾನ ಸತ್ರ ನ್ಯಾಯಾಧೀಶರು ಉದ್ಯಾನವನವನ್ನು ಲೋಕಾರ್ಪಣೆ ಮಾಡಲಿದ್ದಾರೆ. ಜಿಲ್ಲಾಧಿಕಾರಿ, ಜಿಲ್ಲಾ ಪೊಲೀಸ್ ವರಿಷ್ಠಾಧಿಕಾರಿ, ನಗರಸಭೆ ಅಧ್ಯಕ್ಷರು ಸೇರಿದಂತೆ ಗಣ್ಯರು ಭಾಗವಹಿಸಲಿದ್ದಾರೆ. ಮಹಾತ್ಮ ಗಾಂಧಿ ಉದ್ಯಾನವನವನ್ನು ನಿರ್ವಹಣೆಯ ಹೊಣೆಯನ್ನು ಖಾಸಗಿ ಕಾಫಿ ಬ್ರ್ಯಾಂಡ್ ಸಂಸ್ಥೆ ವಹಿಸಿಕೊಂಡಿದ್ದು, ಉದ್ಯಾನದಲ್ಲಿ ವಾಯುವಿಹಾರ ಪಥ, ಮಕ್ಕಳ ಆಟದ ಸಾಮಗ್ರಿಗಳು, ಆಸನ ವ್ಯವಸ್ಥೆ ಕಲ್ಪಿಸಲಾಗಿದೆ. ಹಸಿರು ಹುಲ್ಲುಹಾಸು, ಅಲಂಕಾರಿಕ ಗಿಡಗಳನ್ನು ನೆಡಲಾಗಿದೆ. ಸಾರ್ವಜನಿಕರು ಉದ್ಯಾನವನದ ಸದುಪಯೋಗ ಪಡೆದುಕೊಳ್ಳಬೇಕು ಎಂದು ನಗರಸಭೆ ಪ್ರಕಟಣೆಯಲ್ಲಿ ತಿಳಿಸಿದೆ. ■ ಮರಗಳ ಕೊಂಬೆಗಳನ್ನು ಒಪ್ಪವಾಗಿ ಕಡಿದು ಉದ್ಯಾನವನಕ್ಕೆ ಬೆಳಕು ಬೀಳುವ ಹಾಗೆ ಮಾಡಲಾಗಿದೆ. ■ ತುಕ್ಕು ಹಿಡಿದಿದ್ದ ಕಬ್ಬಿಣದ ಗೇಟ್‌ಗಳಿಗೆ ಮತ್ತು ಉದ್ಯಾನವನದಲ್ಲಿರುವ ರಾಷ್ಟ್ರಪಿತನ ಗುಡಿ ಮತ್ತು ಪುತ್ಥಳಿಗೆ ಕಾಯಕಲ್ಪ ನೀಡಲಾಗಿದೆ. ■ ಹಿರಿಯ ನಾಗರಿಕರು, ಸಾರ್ವಜನಿಕರು ವಿಶ್ರಮಿಸಲು ಸಿಮೆಂಟ್ ಬೆಂಚುಗಳನ್ನು ನಿರ್ಮಿಸಲಾಗಿದೆ. ■ ರಾಷ್ಟ್ರಪಿತ ಮಹಾತ್ಮ ಗಾಂಧಿ ಪುತ್ಥಳಿಯ ಸಮೀಪ ಧ್ಯಾನ ಮಂದಿರ ನಿರ್ಮಾಣವಾಗುತ್ತಿದೆ. <box>196 292 584 732</box>
ceo-portrait-photo <box>728 1310 790 1382</box>
quote-author: ಡಾ. ಶ್ರೀನಿವಾಸ್, ಮೂಡಿಗೆರೆ ತೋಟಗಾರಿಕಾ ಕಾಲೇಜು ಡೀನ್ <box>771 512 907 531</box>
article-vimana: ಮುತ್ತಿಗೆಪುರ ಸರ್ಕಾರಿ ಶಾಲೆ ಮಕ್ಕಳಿಗೆ ವಿಮಾನ ಯಾನ ಮೂಡಿಗೆರೆ: ತಾಲೂಕಿನ ಮುತ್ತಿಗೆಪುರ ಸರ್ಕಾರಿ ಹಿರಿಯ ಪ್ರಾಥಮಿಕ ಶಾಲೆಯ ಮಕ್ಕಳಿಗೆ ದಾನಿಗಳ ನೆರವಿನಿಂದ ವಿಮಾನ ಯಾನದ ಅವಕಾಶ ಕಲ್ಪಿಸಲಾಯಿತು. ಶಿವಮೊಗ್ಗ ವಿಮಾನ ನಿಲ್ದಾಣದಿಂದ ಬೆಂಗಳೂರಿಗೆ ಪ್ರಯಾಣ ಬೆಳೆಸಿದ ಮಕ್ಕಳು ಸಂಭ್ರಮಿಸಿದರು. ಶಾಲಾ ಮುಖ್ಯ ಶಿಕ್ಷಕರು, ಎಸ್‌ಡಿಎಂಸಿ ಅಧ್ಯಕ್ಷರು, ಪೋಷಕರು ಹಾಗೂ ಗ್ರಾಮಸ್ಥರು ಉಪಸ್ಥಿತರಿದ್ದರು. <box>588 64 920 284</box>
logo-block <box>28 5 243 49</box>
udyana-bullets: ■ ಮರಗಳ ಕೊಂಬೆಗಳನ್ನು ಒಪ್ಪವಾಗಿ ಕಡಿದು ಉದ್ಯಾನವನಕ್ಕೆ ಬೆಳಕು ಬೀಳುವ ಹಾಗೆ ಮಾಡಲಾಗಿದೆ. ■ ತುಕ್ಕು ಹಿಡಿದಿದ್ದ ಕಬ್ಬಿಣದ ಗೇಟ್‌ಗಳಿಗೆ ಮತ್ತು ಉದ್ಯಾನವನದಲ್ಲಿರುವ ರಾಷ್ಟ್ರಪಿತನ ಗುಡಿ ಮತ್ತು ಪುತ್ಥಳಿಗೆ ಕಾಯಕಲ್ಪ ನೀಡಲಾಗಿದೆ. ■ ಹಿರಿಯ ನಾಗರಿಕರು, ಸಾರ್ವಜನಿಕರು ವಿಶ್ರಮಿಸಲು ಸಿಮೆಂಟ್ ಬೆಂಚುಗಳನ್ನು ನಿರ್ಮಿಸಲಾಗಿದೆ. ■ ರಾಷ್ಟ್ರಪಿತ ಮಹಾತ್ಮ ಗಾಂಧಿ ಪುತ್ಥಳಿಯ ಸಮೀಪ ಧ್ಯಾನ ಮಂದಿರ ನಿರ್ಮಾಣವಾಗುತ್ತಿದೆ. <box>334 530 584 625</box>
photo-caption: ಶೃಂಗೇರಿ ತಾಲೂಕಿನ ಮಸಿಗೆ ಗ್ರಾಮದ ಕಾಮ್ಮೆಗುಡ್ಡದ ರಸ್ತೆ ಕಾಂಕ್ರೀಟೀಕರಣಗೊಂಡಿದೆ. <box>220 1098 368 1119</box>
concrete-road-photo <box>196 954 394 1096</box>
brief-item-2: ರಾಷ್ಟ್ರೀಯ ಕಬಡ್ಡಿ ಪಂದ್ಯಕ್ಕೆ ನಿತೀನ್ ಕುಟ್ಟಿ ಆಯ್ಕೆ ಮೂಡಿಗೆರೆ: ಕರ್ನಾಟಕ ರಾಜ್ಯ ಅಮೆಚೂರ್ ಕಬಡ್ಡಿ ಅಸೋಸಿಯೇಷನ್ ಸಂಯೋಜನೆಯಲ್ಲಿ ನಡೆಯುವ ರಾಷ್ಟ್ರೀಯ ಮಟ್ಟದ ಕಬಡ್ಡಿ ಪಂದ್ಯಾವಳಿಗೆ ಮೂಡಿಗೆರೆ ತಾಲೂಕಿನ ನಿತೀನ್ ಕುಟ್ಟಿ ಆಯ್ಕೆಯಾಗಿದ್ದಾರೆ. ಉತ್ತರ ಪ್ರದೇಶದಲ್ಲಿ ನಡೆಯಲಿರುವ ಪಂದ್ಯದಲ್ಲಿ ರಾಜ್ಯ ತಂಡವನ್ನು ಪ್ರತಿನಿಧಿಸಲಿದ್ದಾರೆ ಎಂದು ಅಸೋಸಿಯೇಷನ್ ಪದಾಧಿಕಾರಿಗಳು ತಿಳಿಸಿದ್ದಾರೆ. <box>15 449 185 611</box>
article-antyodaya: ಅಂತ್ಯೋದಯ ಪಡಿತರ ವಿತರಣೆ ಚಿಕ್ಕಮಗಳೂರು: ಸಾರ್ವಜನಿಕ ವಿತರಣಾ ಪದ್ಧತಿಯಡಿ ಜಿಲ್ಲೆಯ ಎಲ್ಲಾ ತಾಲ್ಲೂಕುಗಳ ಅಂತ್ಯೋದಯ ಹಾಗೂ ಆದ್ಯತಾ ಪಡಿತರ ಚೀಟಿದಾರರಿಗೆ 2026ರ ಜನವರಿ ಮಾಹೆಗೆ ಈ ಕೆಳಗಿನಂತೆ ಆಹಾರ ಧಾನ್ಯ ವಿತರಿಸಲಾಗುವುದು. ಅಂತ್ಯೋದಯ ಪಡಿತರ ಚೀಟಿಗೆ 35 ಕೆ.ಜಿ. ಅಕ್ಕಿ, ಆದ್ಯತಾ ಪಡಿತರ ಚೀಟಿಯ ಪ್ರತಿ ಸದಸ್ಯರಿಗೆ 5 ಕೆ.ಜಿ. ಅಕ್ಕಿ ವಿತರಿಸಲಾಗುವುದು. ಎನ್‌ಪಿಎಚ್‌ಹೆಚ್ ಪಡಿತರ ಚೀಟಿದಾರರು ಕೆ.ಜಿ.ಗೆ 15 ರೂ. ದರದಲ್ಲಿ ಅಕ್ಕಿ ಪಡೆಯಬಹುದು ಎಂದು ಆಹಾರ ಇಲಾಖೆಯ ಉಪ ನಿರ್ದೇಶಕರು ತಿಳಿಸಿದ್ದಾರೆ. <box>401 63 579 183</box>
quote-author: ಕೀರ್ತನ, ಜಿಪಂ ಸಿಇಒ <box>733 1264 790 1273</box>
article-ganarajya: ಅರ್ಥಪೂರ್ಣವಾಗಿ ಗಣರಾಜ್ಯೋತ್ಸವ ಆಚರಣೆ: ವಿನಾಯಕ್ ಸಾಗರ್ ಆಲ್ದೂರು: ಈ ಬಾರಿ ಗಣರಾಜ್ಯೋತ್ಸವವನ್ನು ಅರ್ಥಪೂರ್ಣವಾಗಿ ಆಚರಿಸಲು ಎಲ್ಲರೂ ಸಹಕರಿಸಬೇಕು ಎಂದು ತಹಸೀಲ್ದಾರ್ ವಿನಾಯಕ್ ಸಾಗರ್ ತಿಳಿಸಿದರು. 79ನೇ ಗಣರಾಜ್ಯೋತ್ಸವದ ಪೂರ್ವಭಾವಿ ಸಭೆಯ ಅಧ್ಯಕ್ಷತೆ ವಹಿಸಿ ಮಾತನಾಡಿದರು. ಅಂದು ಬೆಳಗ್ಗೆ ಧ್ವಜಾರೋಹಣ ನೆರವೇರಿಸಲಾಗುವುದು. ಶಾಲಾ ಮಕ್ಕಳಿಂದ ಸಾಂಸ್ಕೃತಿಕ ಕಾರ್ಯಕ್ರಮ, ಪಥಸಂಚಲನ ನಡೆಯಲಿದೆ. ವಿವಿಧ ಇಲಾಖೆಗಳ ಅಧಿಕಾರಿಗಳು ತಮಗೆ ವಹಿಸಿದ ಜವಾಬ್ದಾರಿಯನ್ನು ಸಮರ್ಪಕವಾಗಿ ನಿರ್ವಹಿಸಬೇಕು ಎಂದು ಸೂಚಿಸಿದರು. ಸಭೆಯಲ್ಲಿ ತಾಲೂಕು ಪಂಚಾಯಿತಿ ಇಒ, ಪೊಲೀಸ್ ಅಧಿಕಾರಿಗಳು, ವಿವಿಧ ಸಂಘಟನೆಗಳ ಪದಾಧಿಕಾರಿಗಳು ಹಾಗೂ ಶಾಲಾ ಮುಖ್ಯ ಶಿಕ್ಷಕರು ಭಾಗವಹಿಸಿದ್ದರು. <box>686 742 920 1124</box>
brief-headline: ರಾಷ್ಟ್ರೀಯ ಕಬಡ್ಡಿ ಪಂದ್ಯಕ್ಕೆ ನಿತೀನ್ ಕುಟ್ಟಿ ಆಯ್ಕೆ <box>15 449 185 481</box>
article-body: ಸರ್ಕಾರಿ ನೌಕರರು ಒತ್ತಡ ಮುಕ್ತ ಸೇವೆ ಸಲ್ಲಿಸಲು ಕ್ರೀಡಾಕೂಟಗಳು ಸಹಕಾರಿಯಾಗಿವೆ ಎಂದು ಜಿಲ್ಲಾ ಪಂಚಾಯಿತಿ ಮುಖ್ಯ ಕಾರ್ಯನಿರ್ವಾಹಕ ಅಧಿಕಾರಿ ಹೆಚ್.ಎಸ್. ಕೀರ್ತನ ಹೇಳಿದರು. ನಗರದ ಜಿಲ್ಲಾ ಆಟದ ಮೈದಾನದಲ್ಲಿ ಸರ್ಕಾರಿ ನೌಕರರ ಸಂಘದ ವತಿಯಿಂದ ಹಮ್ಮಿಕೊಂಡಿದ್ದ 2025-26ನೇ ಸಾಲಿನ ಜಿಲ್ಲಾ ಮಟ್ಟದ ಕ್ರೀಡಾಕೂಟ ಹಾಗೂ ಸಾಂಸ್ಕೃತಿಕ ಕಾರ್ಯಕ್ರಮ ಉದ್ಘಾಟಿಸಿ ಮಾತನಾಡಿದರು. ನೌಕರರು ಕ್ರೀಡೆಯಲ್ಲಿ ಭಾಗವಹಿಸುವುದರಿಂದ ಆರೋಗ್ಯ ಸುಧಾರಿಸುತ್ತದೆ. ಕ್ರೀಡಾಮನೋಭಾವದಿಂದ ಸ್ಪರ್ಧೆಗಳಲ್ಲಿ ಭಾಗವಹಿಸಬೇಕು ಎಂದರು. ಜಿಲ್ಲಾ ಪೊಲೀಸ್ ವರಿಷ್ಠಾಧಿಕಾರಿ, ಸರ್ಕಾರಿ ನೌಕರರ ಸಂಘದ ಜಿಲ್ಲಾಧ್ಯಕ್ಷರು ಸೇರಿದಂತೆ ಅನೇಕ ಗಣ್ಯರು ಉಪಸ್ಥಿತರಿದ್ದರು. <box>344 1209 536 1327</box>
brief-body: ಪಟ್ಟಣದ ಪಿ.ಯು. ಕಾಲೇಜಿನ ನಿವೃತ್ತ ಪ್ರಾಂಶುಪಾಲ ಪುಟ್ಟಕರಿಯಪ್ಪ (75) ಅನಾರೋಗ್ಯದಿಂದ ಶುಕ್ರವಾರ ನಿಧನರಾದರು. ಮೃತರು ಪತ್ನಿ, ಪುತ್ರ, ಪುತ್ರಿ ಹಾಗೂ ಅಪಾರ ಬಂಧು ಬಳಗವನ್ನು ಅಗಲಿದ್ದಾರೆ. ಅಂತ್ಯಕ್ರಿಯೆ ಸ್ವಗ್ರಾಮದಲ್ಲಿ ನೆರವೇರಿತು. ಇವರ ನಿಧನಕ್ಕೆ ವಿವಿಧ ಸಂಘಟನೆಗಳ ಪದಾಧಿಕಾರಿಗಳು ಸಂತಾಪ ಸೂಚಿಸಿದ್ದಾರೆ. <box>15 934 185 1005</box>
bullet-text: ಹಿರಿಯ ನಾಗರಿಕರು, ಸಾರ್ವಜನಿಕರು ವಿಶ್ರಮಿಸಲು ಸಿಮೆಂಟ್ ಬೆಂಚುಗಳನ್ನು ನಿರ್ಮಿಸಲಾಗಿದೆ. <box>347 587 556 609</box>
article-arivu: ಅರಿವು ಮೂಡಿಸುವ ಕಾರ್ಯಕ್ರಮ ಚಿಕ್ಕಮಗಳೂರು: ಜಿಲ್ಲಾ ಕೈಗಾರಿಕಾ ಕೇಂದ್ರ ಹಾಗೂ ಬೆಂಗಳೂರಿನ ಟೆಕ್ಸ್ಕಾನ್ ಸಂಯುಕ್ತಾಶ್ರಯದಲ್ಲಿ ಕೇಂದ್ರ ಸರ್ಕಾರದ ಮಂತ್ರಾಲಯದ ಎಂಎಸ್‌ಎಂಇ ಕಾರ್ಯಕ್ರಮಗಳನ್ನು ಹೆಚ್ಚಿಸುವ ಹಾಗೂ ವೇಗಗೊಳಿಸುವ ಯೋಜನೆಯಡಿ ಜಿಲ್ಲಾ ಮಟ್ಟದ ಅರಿವು ಕಾರ್ಯಕ್ರಮವನ್ನು ಜ.14 ರಂದು ಬೆಳಗ್ಗೆ 10.30 ಗಂಟೆಗೆ ನಗರದಲ್ಲಿ ಹಮ್ಮಿಕೊಳ್ಳಲಾಗಿದೆ. ಈ ಕಾರ್ಯಕ್ರಮದ ಸದುಪಯೋಗ ಪಡೆದುಕೊಳ್ಳಬೇಕು. ಹೆಚ್ಚಿನ ಮಾಹಿತಿಗೆ ದೂ.ಸಂ. 08262-295821 ಸಂಪರ್ಕಿಸಬಹುದು ಎಂದು ಜಿಲ್ಲಾ ಕೈಗಾರಿಕಾ ಕೇಂದ್ರದ ಜಂಟಿ ನಿರ್ದೇಶಕರು ತಿಳಿಸಿದ್ದಾರೆ. <box>196 63 392 183</box>
logo-emblem-icon <box>34 11 58 35</box>
brief-body: ಕರ್ನಾಟಕ ರಾಜ್ಯ ಅಮೆಚೂರ್ ಕಬಡ್ಡಿ ಅಸೋಸಿಯೇಷನ್ ಸಂಯೋಜನೆಯಲ್ಲಿ ನಡೆಯುವ ರಾಷ್ಟ್ರೀಯ ಮಟ್ಟದ ಕಬಡ್ಡಿ ಪಂದ್ಯಾವಳಿಗೆ ಮೂಡಿಗೆರೆ ತಾಲೂಕಿನ ನಿತೀನ್ ಕುಟ್ಟಿ ಆಯ್ಕೆಯಾಗಿದ್ದಾರೆ. ಉತ್ತರ ಪ್ರದೇಶದಲ್ಲಿ ನಡೆಯಲಿರುವ ಪಂದ್ಯದಲ್ಲಿ ರಾಜ್ಯ ತಂಡವನ್ನು ಪ್ರತಿನಿಧಿಸಲಿದ್ದಾರೆ ಎಂದು ಅಸೋಸಿಯೇಷನ್ ಪದಾಧಿಕಾರಿಗಳು ತಿಳಿಸಿದ್ದಾರೆ. <box>15 493 185 611</box>
farmers-day-photo <box>764 326 922 456</box>
